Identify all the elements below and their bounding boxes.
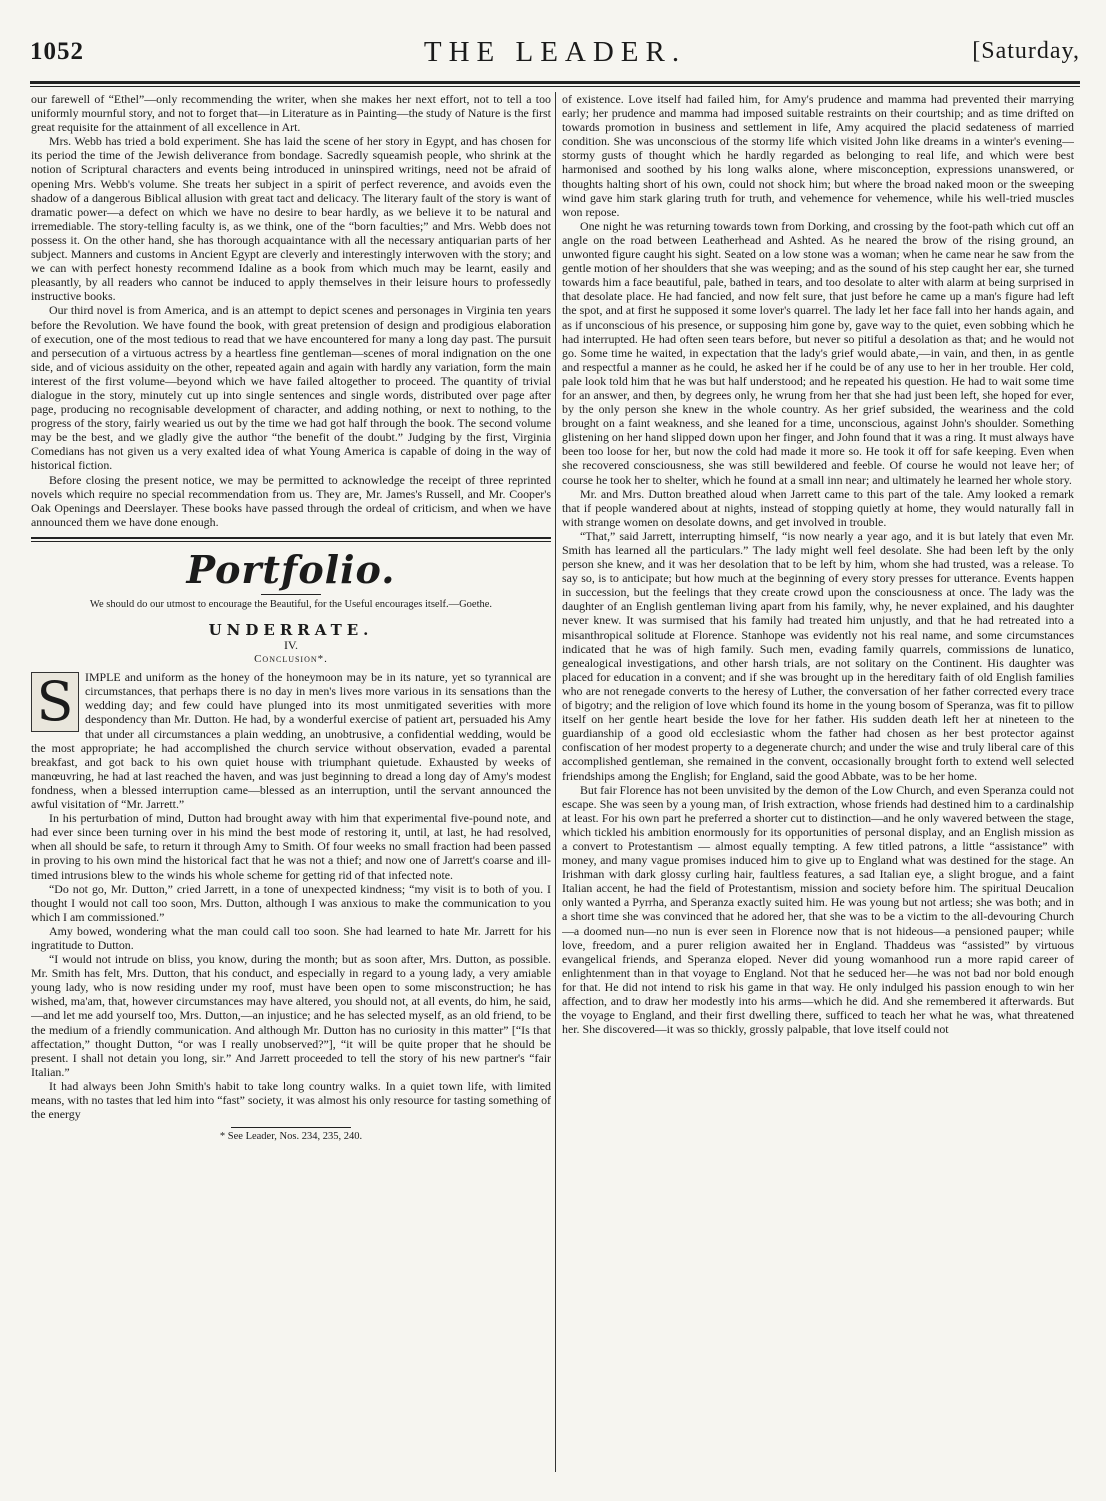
footnote: * See Leader, Nos. 234, 235, 240. bbox=[219, 1131, 363, 1143]
story-paragraph: “I would not intrude on bliss, you know, during the month; but as soon after, Mrs. Dutton, as possible. Mr. Smith has felt, Mrs. Dutton, that his conduct, and especially in regard to a young lady, a very amiable young lady, who is now residing under my roof, must have been open to some misconstruction; he has wished, ma'am, that, however circumstances may have altered, you should not, at all events, do him, he said,—and let me add yourself too, Mrs. Dutton,—an injustice; and he has selected myself, as an old friend, to be the medium of a friendly communication. And although Mr. Dutton has no curiosity in this matter” [“Is that affectation,” thought Dutton, “or was I really unobserved?”], “it will be quite proper that he should be present. I shall not detain you long, sir.” And Jarrett proceeded to tell the story of his new partner's “fair Italian.” bbox=[31, 952, 551, 1079]
story-title: UNDERRATE. bbox=[208, 620, 374, 639]
newspaper-title: THE LEADER. bbox=[423, 36, 687, 68]
paragraph: our farewell of “Ethel”—only recommending the writer, when she makes her next effort, not to tell a too uniformly mournful story, and not to forget that—in Literature as in Painting—the study of Nature is the first great requisite for the attainment of all excellence in Art. bbox=[31, 92, 551, 135]
paragraph: Mrs. Webb has tried a bold experiment. She has laid the scene of her story in Egypt, and has chosen for its period the time of the Jewish deliverance from bondage. Sacredly squeamish people, who shrink at the notion of Scriptural characters and events being introduced in uninspired writings, need not be afraid of opening Mrs. Webb's volume. She treats her subject in a spirit of perfect reverence, and avoids even the shadow of a dangerous Biblical allusion with great tact and delicacy. The literary fault of the story is want of dramatic power—a defect on which we have no desire to bear hardly, as we believe it to be natural and irremediable. The story-telling faculty is, as we think, one of the “born faculties;” and Mrs. Webb does not possess it. On the other hand, she has thorough acquaintance with all the necessary antiquarian parts of her subject. Manners and customs in Ancient Egypt are cleverly and interestingly interwoven with the story; and we can with perfect honesty recommend Idaline as a book from which much may be learnt, easily and pleasantly, by all readers who cannot be induced to apply themselves in their leisure hours to professedly instructive books. bbox=[31, 134, 551, 304]
story-paragraph: “That,” said Jarrett, interrupting himself, “is now nearly a year ago, and it is but lately that even Mr. Smith has learned all the particulars.” The lady might well feel desolate. She had been left by the only person she knew, and it was her desolation that to be left by him, whom she had trusted, was a release. To say so, is to anticipate; but how much at the beginning of every story presses for utterance. Events happen in succession, but the feelings that they create crowd upon the consciousness at once. The lady was the daughter of an English gentleman living apart from his family, why, he never explained, and his daughter never knew. It was surmised that his family had treated him unjustly, and that he had retreated into a misanthropical solitude at Florence. Stanhope was evidently not his real name, and some circumstances indicated that he was of high family. Such men, evading family quarrels, commissions de lunatico, genealogical investigations, and other harsh trials, are not solitary on the Continent. His daughter was placed for education in a convent; and if she was brought up in the hereditary faith of old English families who are not renegade converts to the heresy of Luther, the conversation of her father corrected every trace of bigotry; and the religion of love which found its home in the young bosom of Speranza, was fit to pillow itself on her gentle heart beside the love for her father. His sudden death left her at nineteen to the guardianship of a good old ecclesiastic whom the father had chosen as her best protector against confiscation of her modest property to a degenerate church; and under the wise and truly liberal care of this accomplished gentleman, she remained in the convent, occasionally brought forth to extend well selected friendships among the English; for England, said the good Abbate, was to be her home. bbox=[562, 528, 1074, 783]
section-rule-thin bbox=[31, 541, 551, 542]
section-motto: We should do our utmost to encourage the Beautiful, for the Useful encourages itself.—Goethe. bbox=[89, 598, 493, 610]
story-paragraph: Mr. and Mrs. Dutton breathed aloud when Jarrett came to this part of the tale. Amy looked a remark that if people wandered about at nights, instead of stopping quietly at home, they would naturally fall in with strange women on desolate downs, and get involved in trouble. bbox=[562, 486, 1074, 529]
section-rule bbox=[31, 537, 551, 539]
story-paragraph: “Do not go, Mr. Dutton,” cried Jarrett, in a tone of unexpected kindness; “my visit is to both of you. I thought I would not call too soon, Mrs. Dutton, although I was anxious to make the communication to you which I am commissioned.” bbox=[31, 881, 551, 924]
paragraph: Our third novel is from America, and is an attempt to depict scenes and personages in Virginia ten years before the Revolution. We have found the book, with great pretension of design and prodigious elaboration of execution, one of the most tedious to read that we have encountered for many a long day past. The pursuit and persecution of a virtuous actress by a heartless fine gentleman—scenes of moral indignation on the one side, and of vicious assiduity on the other, repeated again and again with hardly any variation, form the main interest of the first volume—beyond which we have failed altogether to proceed. The quantity of trivial dialogue in the story, minutely cut up into single sentences and single words, distributed over page after page, producing no recognisable development of character, and adding nothing, or next to nothing, to the progress of the story, fairly wearied us out by the time we had got half through the book. The second volume may be the best, and we gladly give the author “the benefit of the doubt.” Judging by the first, Virginia Comedians has not given us a very exalted idea of what Young America is capable of doing in the way of historical fiction. bbox=[31, 303, 551, 473]
section-heading-portfolio: Portfolio. bbox=[186, 546, 396, 592]
story-chapter-number: IV. bbox=[283, 638, 299, 652]
footnote-rule bbox=[231, 1127, 351, 1128]
story-paragraph bbox=[31, 670, 551, 811]
story-paragraph: of existence. Love itself had failed him, for Amy's prudence and mamma had prevented their marrying early; her prudence and mamma had imposed suitable restraints on their courtship; and as time drifted on towards promotion in business and settlement in life, Amy acquired the placid sedateness of married condition. She was unconscious of the stormy life which visited John like dreams in a winter's evening—stormy gusts of thought which he hardly regarded as belonging to real life, and which were best harmonised and soothed by his long walks alone, where misconception, expressions unanswered, or thoughts halting short of his own, could not shock him; but where the broad naked moon or the sweeping wind gave him stark glaring truth for truth, and vehemence for vehemence, while his well-tried muscles won repose. bbox=[562, 92, 1074, 219]
story-paragraph: One night he was returning towards town from Dorking, and crossing by the foot-path which cut off an angle on the road between Leatherhead and Ashted. As he neared the brow of the rising ground, an unwonted figure caught his sight. Seated on a low stone was a woman; when he came near he saw from the gentle motion of her shoulders that she was weeping; and as the sound of his step caught her ear, she turned towards him a face beautiful, pale, bathed in tears, and too desolate to alter with alarm at being surprised in that desolate place. He had fancied, and now felt sure, that just before he came up a man's figure had left the spot, and at first he supposed it some lover's quarrel. The lady let her face fall into her hands again, and as if unconscious of his presence, or supposing him gone by, gave way to the quiet, even sobbing which he had interrupted. He had often seen tears before, but never so pitiful a desolation as that; and he would not go. Some time he waited, in expectation that the lady's grief would abate,—in vain, and then, in as gentle and respectful a manner as he could, he asked her if he could be of any use to her in her trouble. Her cold, pale look told him that he was but half understood; and he repeated his question. He had to wait some time for an answer, and then, by degrees only, he wrung from her that she had just been left, she hoped for ever, by the only person she knew in the whole country. As her grief subsided, the weariness and the cold brought on a faint weakness, and she leaned for a time, unconscious, against John's shoulder. Something glistening on her hand slipped down upon her finger, and John found that it was a ring. It must always have been too loose for her, but now the cold had made it more so. He took it off for safe keeping. Even when she recovered consciousness, she was still bewildered and feeble. Of course he would not leave her; of course he took her to shelter, which he found at a small inn near; and ultimately he learned her whole story. bbox=[562, 218, 1074, 487]
masthead-rule-thin bbox=[30, 86, 1080, 87]
page-number: 1052 bbox=[30, 38, 84, 65]
story-paragraph: It had always been John Smith's habit to take long country walks. In a quiet town life, with limited means, with no tastes that led him into “fast” society, it was almost his only resource for tasting something of the energy bbox=[31, 1078, 551, 1122]
masthead-rule-thick bbox=[30, 81, 1080, 84]
left-column bbox=[31, 92, 551, 1477]
masthead-day: [Saturday, bbox=[972, 38, 1080, 64]
paragraph: Before closing the present notice, we may be permitted to acknowledge the receipt of three reprinted novels which require no special recommendation from us. They are, Mr. James's Russell, and Mr. Cooper's Oak Openings and Deerslayer. These books have passed through the ordeal of criticism, and when we have announced them we have done enough. bbox=[31, 472, 551, 529]
masthead bbox=[30, 34, 1080, 74]
story-paragraph: But fair Florence has not been unvisited by the demon of the Low Church, and even Speranza could not escape. She was seen by a young man, of Irish extraction, whose friends had destined him to a cardinalship at least. For his own part he preferred a shorter cut to distinction—and he only wavered between the stage, which tickled his ambition enormously for its opportunities of personal display, and an English mission as a convert to Protestantism — almost equally tempting. A few titled patrons, a little “assistance” with money, and many vague promises induced him to give up to England what was destined for the stage. An Irishman with dark glossy curling hair, faultless features, a sad Italian eye, a slight brogue, and a faint Italian accent, he had the field of Protestantism, mission and society before him. The spiritual Deucalion only wanted a Pyrrha, and Speranza exactly suited him. He was young but not artless; she was both; and in a short time she was convinced that he adored her, that she was to be a victim to the all-devouring Church—a doomed nun—no nun is ever seen in Florence now that is not hideous—a pensioned pauper; while love, freedom, and a purer religion awaited her in England. Thaddeus was “assisted” by virtuous evangelical friends, and Speranza eloped. Never did young womanhood run a more rapid career of enlightenment than in that voyage to England. Not that he seduced her—he was not bad nor bold enough for that. He did not intend to risk his game in that way. He only indulged his passion enough to win her affection, and to draw her modestly into his arms—which he did. And she remembered it afterwards. But the voyage to England, and their first dwelling there, sufficed to teach her what he was, what threatened her. She discovered—it was so thickly, grossly palpable, that love itself could not bbox=[562, 782, 1074, 1037]
story-paragraph-text: IMPLE and uniform as the honey of the honeymoon may be in its nature, yet so tyrannical are circumstances, that perhaps there is no day in men's lives more various in its sensations than the wedding day; and few could have plunged into its most unmitigated severities with more despondency than Mr. Dutton. He had, by a wonderful exercise of patient art, persuaded his Amy that under all circumstances a plain wedding, an unobtrusive, a confidential wedding, would be the most appropriate; he had accomplished the church service without observation, evaded a parental breakfast, and got back to his own quiet house with triumphant quietude. Exhausted by weeks of manœuvring, he had at last reached the haven, and was just beginning to dread a long day of Amy's modest fondness, when a blessed interruption came—blessed as an interruption, until the servant announced the awful visitation of “Mr. Jarrett.” bbox=[31, 670, 551, 812]
story-paragraph: In his perturbation of mind, Dutton had brought away with him that experimental five-pound note, and had ever since been turning over in his mind the best mode of restoring it, until, at last, he had resolved, when all should be safe, to return it through Amy to Smith. Of four weeks no small fraction had been passed in proving to his own mind the historical fact that he was not a thief; and now one of Jarrett's coarse and ill-timed intrusions blew to the winds his whole scheme for getting rid of that infected note. bbox=[31, 811, 551, 882]
column-divider bbox=[555, 92, 556, 1472]
short-divider bbox=[261, 594, 321, 595]
right-column bbox=[562, 92, 1074, 1487]
drop-cap: S bbox=[31, 672, 79, 732]
story-subtitle: Conclusion*. bbox=[254, 653, 328, 666]
story-paragraph: Amy bowed, wondering what the man could call too soon. She had learned to hate Mr. Jarrett for his ingratitude to Dutton. bbox=[31, 923, 551, 952]
